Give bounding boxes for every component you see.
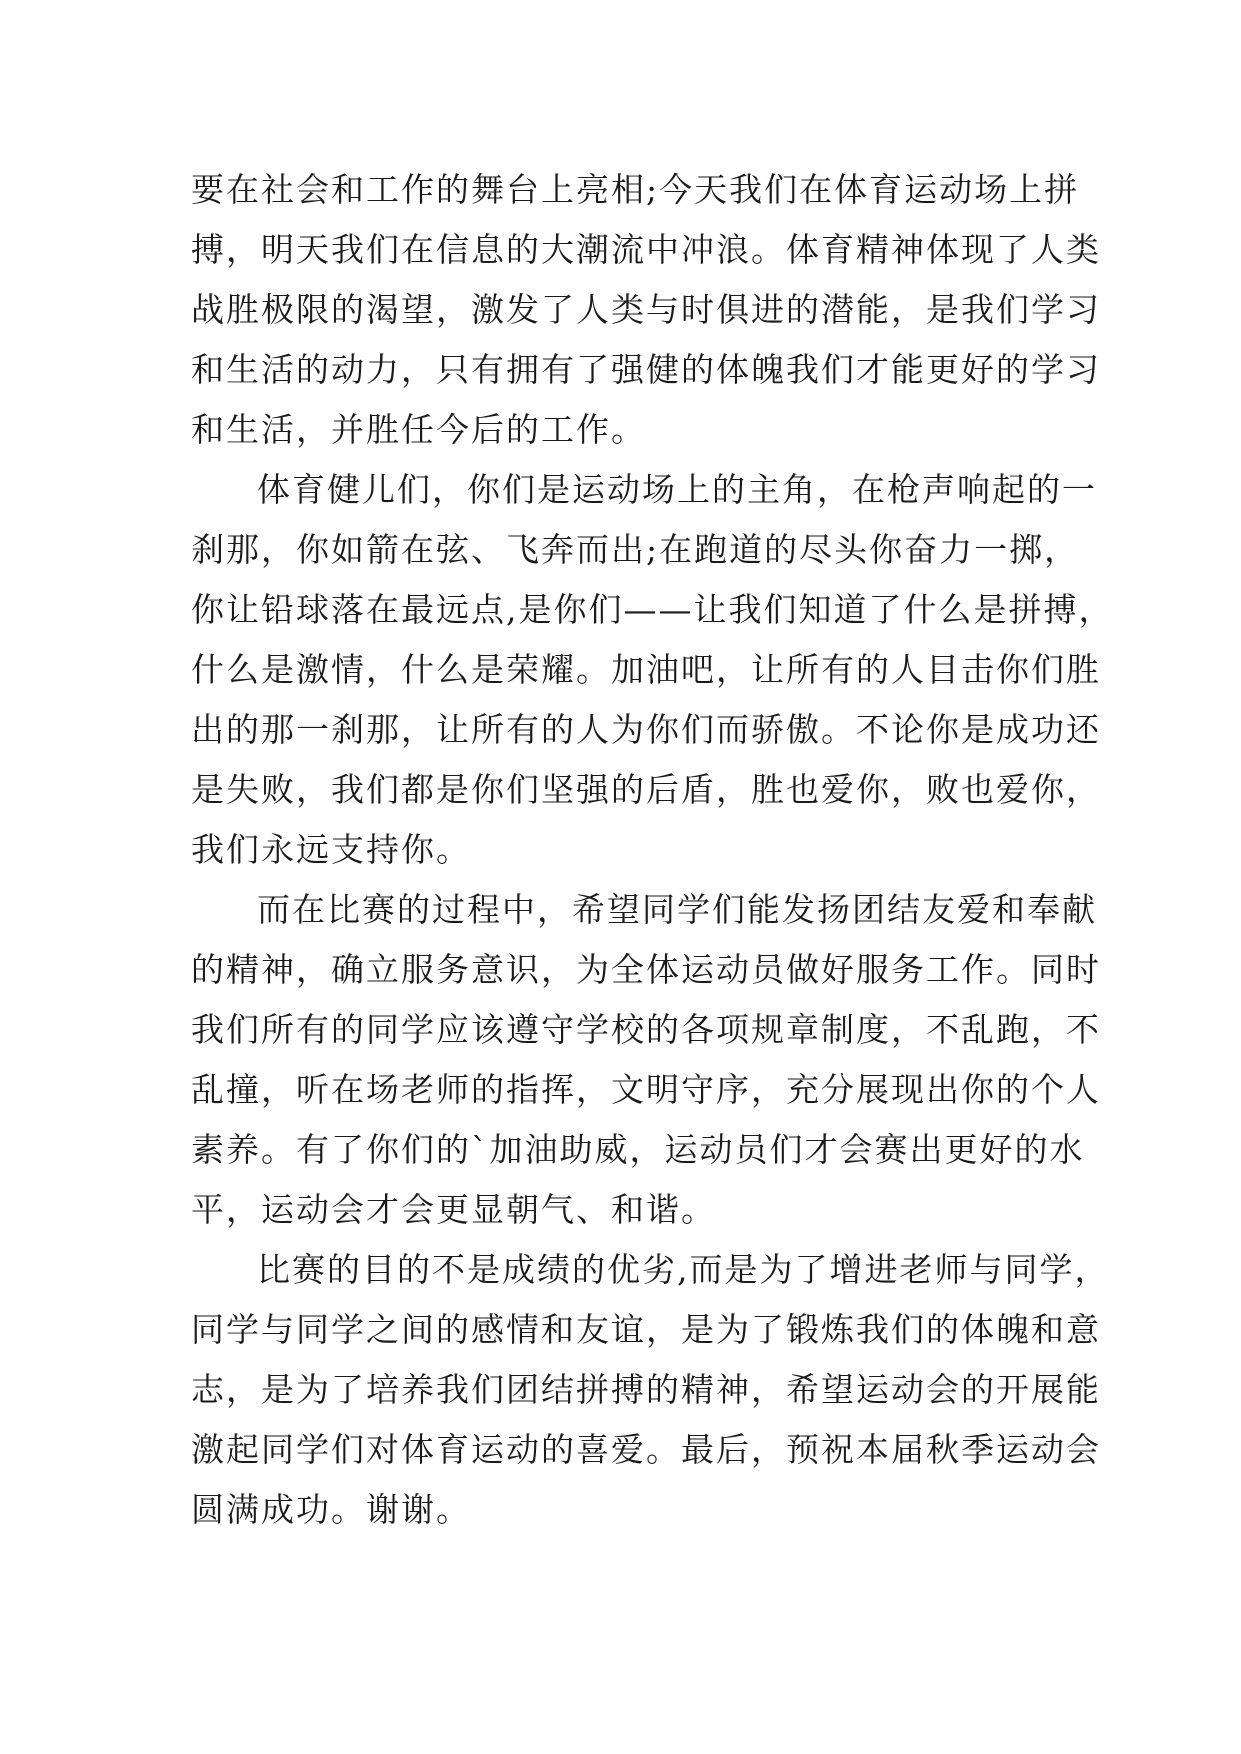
paragraph-line: 刹那，你如箭在弦、飞奔而出;在跑道的尽头你奋力一掷，: [191, 530, 1080, 569]
paragraph-4: [191, 1240, 1110, 1540]
paragraph-line: 是失败，我们都是你们坚强的后盾，胜也爱你，败也爱你，: [191, 770, 1101, 809]
paragraph-line: 体育健儿们，你们是运动场上的主角，在枪声响起的一: [257, 470, 1097, 509]
paragraph-line: 乱撞，听在场老师的指挥，文明守序，充分展现出你的个人: [191, 1070, 1101, 1109]
paragraph-line: 你让铅球落在最远点,是你们——让我们知道了什么是拼搏，: [191, 590, 1114, 629]
paragraph-line: 搏，明天我们在信息的大潮流中冲浪。体育精神体现了人类: [191, 230, 1101, 269]
paragraph-line: 要在社会和工作的舞台上亮相;今天我们在体育运动场上拼: [191, 170, 1080, 209]
paragraph-line: 我们永远支持你。: [191, 830, 471, 869]
paragraph-3: [191, 880, 1101, 1240]
paragraph-line: 战胜极限的渴望，激发了人类与时俱进的潜能，是我们学习: [191, 290, 1101, 329]
paragraph-line: 和生活的动力，只有拥有了强健的体魄我们才能更好的学习: [191, 350, 1101, 389]
paragraph-line: 的精神，确立服务意识，为全体运动员做好服务工作。同时: [191, 950, 1101, 989]
paragraph-line: 素养。有了你们的`加油助威，运动员们才会赛出更好的水: [191, 1130, 1085, 1169]
paragraph-line: 出的那一刹那，让所有的人为你们而骄傲。不论你是成功还: [191, 710, 1101, 749]
paragraph-1: [191, 160, 1101, 460]
paragraph-line: 和生活，并胜任今后的工作。: [191, 410, 646, 449]
paragraph-line: 什么是激情，什么是荣耀。加油吧，让所有的人目击你们胜: [191, 650, 1101, 689]
paragraph-line: 圆满成功。谢谢。: [191, 1490, 471, 1529]
document-body: [191, 160, 1114, 1540]
paragraph-line: 同学与同学之间的感情和友谊，是为了锻炼我们的体魄和意: [191, 1310, 1101, 1349]
paragraph-line: 比赛的目的不是成绩的优劣,而是为了增进老师与同学，: [257, 1250, 1110, 1289]
paragraph-line: 平，运动会才会更显朝气、和谐。: [191, 1190, 716, 1229]
paragraph-line: 我们所有的同学应该遵守学校的各项规章制度，不乱跑，不: [191, 1010, 1101, 1049]
paragraph-line: 而在比赛的过程中，希望同学们能发扬团结友爱和奉献: [257, 890, 1097, 929]
paragraph-line: 激起同学们对体育运动的喜爱。最后，预祝本届秋季运动会: [191, 1430, 1101, 1469]
paragraph-line: 志，是为了培养我们团结拼搏的精神，希望运动会的开展能: [191, 1370, 1101, 1409]
paragraph-2: [191, 460, 1114, 880]
